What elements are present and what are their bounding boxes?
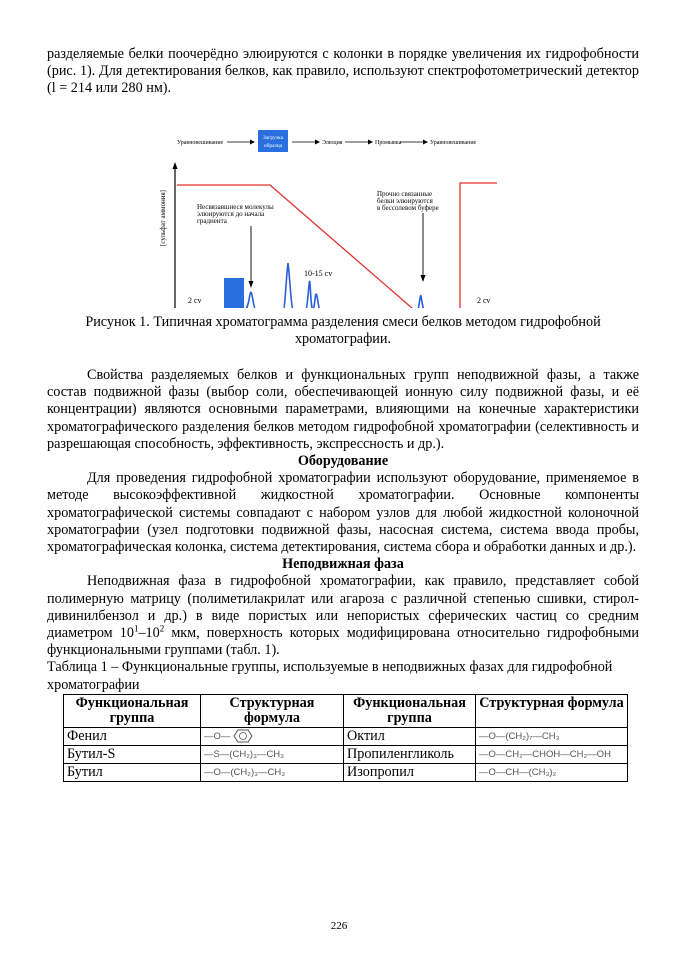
table-cell: Октил [344, 727, 476, 745]
flow-step-4: Промывка [375, 139, 402, 146]
heading-equipment: Оборудование [297, 453, 389, 470]
phenyl-formula: —O— [201, 727, 344, 745]
annotation-right-line2: белки элюируются [377, 196, 433, 205]
table-cell: —O—CH₂—CHOH—CH₂—OH [476, 745, 628, 763]
flow-step-2a: Загрузка [262, 134, 284, 141]
table-row [64, 727, 628, 745]
table-cell: Бутил [64, 763, 201, 781]
heading-stationary-phase: Неподвижная фаза [282, 556, 404, 573]
flow-step-5: Уравновешивание [430, 139, 477, 146]
table-row [64, 763, 628, 781]
page-number: 226 [330, 920, 348, 932]
flow-step-1: Уравновешивание [177, 139, 224, 146]
table-header: Функциональная группа [344, 694, 476, 727]
annotation-left-line1: Несвязавшиеся молекулы [197, 202, 274, 211]
table-header: Функциональная группа [64, 694, 201, 727]
table-cell: Изопропил [344, 763, 476, 781]
table-row [64, 745, 628, 763]
label-2cv-right: 2 cv [477, 295, 491, 305]
table-cell: —O—(CH₂)₃—CH₃ [201, 763, 344, 781]
flow-step-2b: образца [263, 142, 283, 149]
annotation-right-line3: в бессолевом буфере [377, 203, 439, 212]
benzene-ring-icon [233, 729, 253, 743]
intro-paragraph: разделяемые белки поочерёдно элюируются с колонки в порядке увеличения их гидрофобности (рис. 1). Для детектирования белков, как правило, используют спектрофотометрический детектор (l = 214 или 280 нм). [47, 46, 639, 97]
page-content [47, 46, 639, 782]
label-2cv-left: 2 cv [188, 295, 202, 305]
flow-step-3: Элюция [322, 139, 343, 146]
annotation-left-line3: градиента [197, 216, 227, 225]
table-cell: —S—(CH₂)₃—CH₃ [201, 745, 344, 763]
table-title: Таблица 1 – Функциональные группы, используемые в неподвижных фазах для гидрофобной хроматографии [47, 659, 613, 693]
label-10-15cv: 10-15 cv [304, 268, 333, 278]
table-header: Структурная формула [476, 694, 628, 727]
annotation-right-line1: Прочно связанные [377, 189, 433, 198]
paragraph-stationary-phase: Неподвижная фаза в гидрофобной хроматографии, как правило, представляет собой полимерную матрицу (полиметилакрилат или агароза с различной степенью сшивки, стирол-дивинилбензол и др.) в виде пористых или непористых сферических частиц со средним диаметром $10^1-10^2$ мкм, поверхность которых модифицирована относительно гидрофобными функциональными группами (табл. 1). [47, 573, 639, 659]
table-cell: Фенил [64, 727, 201, 745]
paragraph-equipment: Для проведения гидрофобной хроматографии используют оборудование, применяемое в методе высокоэффективной жидкостной хроматографии. Основные компоненты хроматографической системы совпадают с набором узлов для любой жидкостной колоночной хроматографии (узел подготовки подвижной фазы, насосная система, система ввода пробы, хроматографическая колонка, система детектирования, система сбора и обработки данных и др.). [47, 470, 639, 556]
table-cell: Пропиленгликоль [344, 745, 476, 763]
table-cell: —O—(CH₂)₇—CH₃ [476, 727, 628, 745]
table-header: Структурная формула [201, 694, 344, 727]
chromatogram-figure [47, 108, 639, 308]
table-cell: Бутил-S [64, 745, 201, 763]
figure-caption: Рисунок 1. Типичная хроматограмма разделения смеси белков методом гидрофобной хроматографии. [85, 313, 601, 347]
chromatogram-svg [47, 108, 639, 308]
sample-loading-box [224, 278, 244, 308]
annotation-left-line2: элюируются до начала [197, 209, 265, 218]
paragraph-properties: Свойства разделяемых белков и функциональных групп неподвижной фазы, а также состав подвижной фазы (выбор соли, обеспечивающей ионную силу подвижной фазы, и её концентрации) являются основными параметрами, влияющими на конечные характеристики хроматографического разделения белков методом гидрофобной хроматографии (селективность и разрешающая способность, эффективность, экспрессность и др.). [47, 367, 639, 452]
functional-groups-table [63, 694, 628, 782]
y-axis-label: [сульфат аммония] [159, 189, 167, 246]
table-cell: —O—CH—(CH₃)₂ [476, 763, 628, 781]
